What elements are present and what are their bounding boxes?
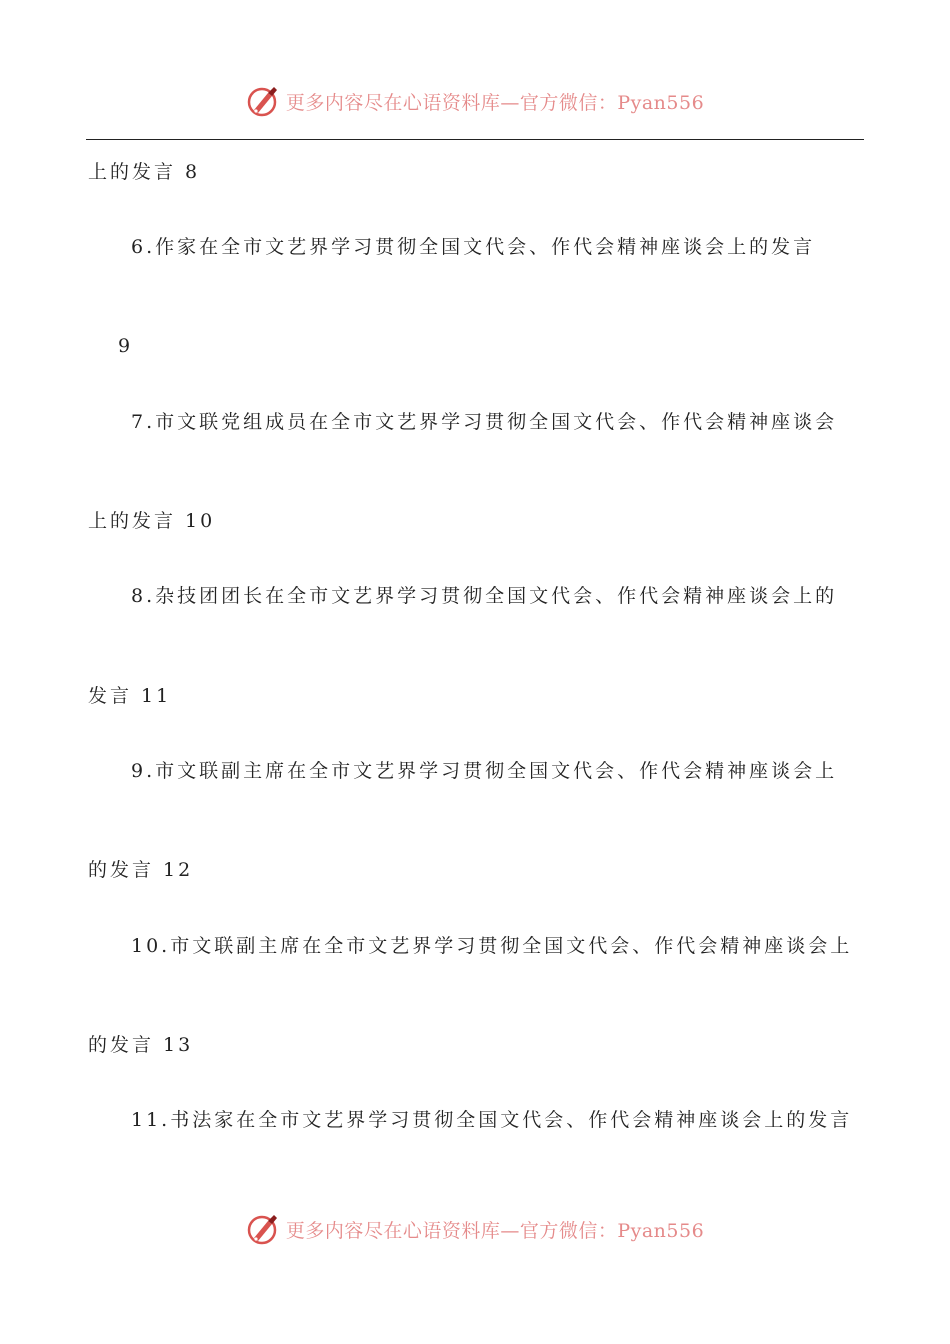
toc-line: 发言 11 — [88, 685, 172, 707]
watermark-text: 更多内容尽在心语资料库—官方微信：Pyan556 — [285, 91, 705, 114]
pen-logo-icon — [246, 1212, 280, 1246]
toc-line: 7.市文联党组成员在全市文艺界学习贯彻全国文代会、作代会精神座谈会 — [131, 411, 838, 433]
toc-line: 上的发言 8 — [88, 161, 201, 183]
toc-line: 的发言 12 — [88, 859, 194, 881]
header-divider — [86, 139, 864, 140]
watermark-text: 更多内容尽在心语资料库—官方微信：Pyan556 — [285, 1219, 705, 1242]
toc-line: 11.书法家在全市文艺界学习贯彻全国文代会、作代会精神座谈会上的发言 — [131, 1109, 853, 1131]
header-watermark — [0, 84, 950, 118]
toc-line: 的发言 13 — [88, 1034, 194, 1056]
toc-line: 6.作家在全市文艺界学习贯彻全国文代会、作代会精神座谈会上的发言 — [131, 236, 816, 258]
toc-line: 8.杂技团团长在全市文艺界学习贯彻全国文代会、作代会精神座谈会上的 — [131, 585, 838, 607]
toc-line: 10.市文联副主席在全市文艺界学习贯彻全国文代会、作代会精神座谈会上 — [131, 935, 853, 957]
pen-logo-icon — [246, 84, 280, 118]
toc-line: 9.市文联副主席在全市文艺界学习贯彻全国文代会、作代会精神座谈会上 — [131, 760, 838, 782]
toc-line: 9 — [118, 335, 134, 357]
toc-line: 上的发言 10 — [88, 510, 216, 532]
footer-watermark — [0, 1212, 950, 1246]
